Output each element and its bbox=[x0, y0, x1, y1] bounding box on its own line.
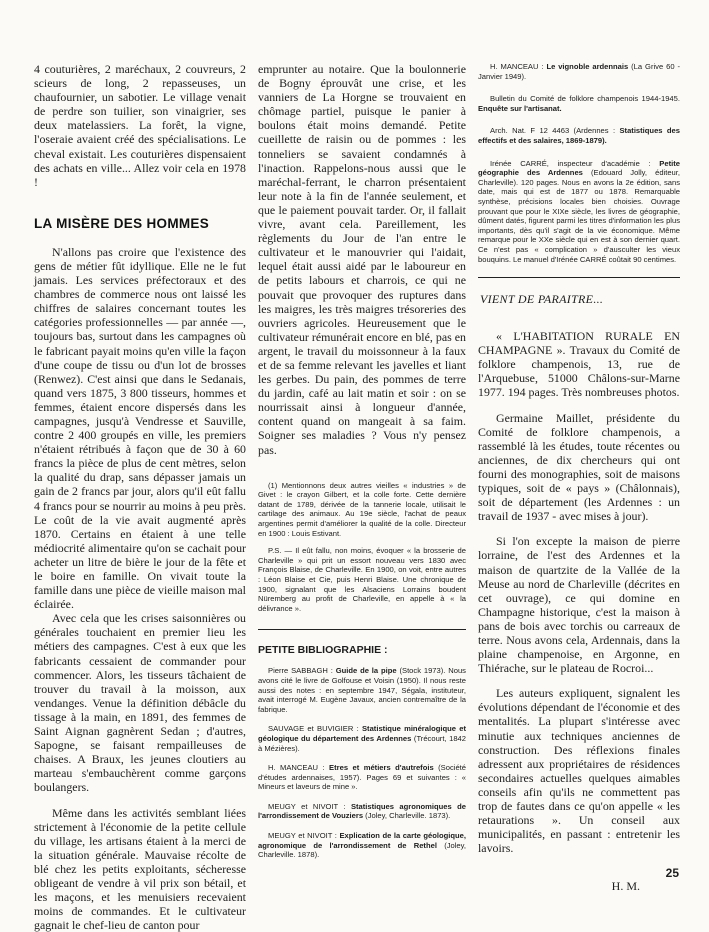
bibliography-entry bbox=[478, 159, 680, 265]
entry-title: Statistiques agronomiques de l'arrondissement de Vouziers bbox=[258, 802, 466, 821]
entry-title: Statistiques des effectifs et des salaires, 1869-1879). bbox=[478, 126, 680, 145]
entry-title: Guide de la pipe bbox=[336, 666, 397, 675]
paragraph: emprunter au notaire. Que la boulonnerie de Bogny éprouvât une crise, et les vanniers de La Horgne se trouvaient en chômage partiel, puisque le panier à boulons était moins demandé. Petite cueillette de raisin ou de pommes : les tonneliers se savaient condamnés à l'inaction. Rappelons-nous aussi que le maréchal-ferrant, le charron présentaient leur note à la fin de l'année seulement, et que le paiement pouvait tarder. Or, il fallait vivre, avant cela. Pareillement, les règlements du Jour de l'an entre le cultivateur et le manouvrier qui l'aidait, lequel était aussi aidé par le laboureur en de petits labours et charrois, ce qui ne pouvait que provoquer des ruptures dans les maigres, les très maigres trésoreries des ouvriers agricoles. Heureusement que le cultivateur rémunérait encore en blé, pas en argent, le travail du moissonneur à la faux et de sa femme relevant les javelles et liant les gerbes. Du pain, des pommes de terre du jardin, café au lait matin et soir : on se nourrissait ainsi à longueur d'année, content quand on mangeait à sa faim. Soigner ses maladies ? Vous n'y pensez pas. bbox=[258, 62, 466, 457]
column-middle bbox=[258, 62, 466, 870]
entry-details: (Joley, Charleville. 1873). bbox=[363, 811, 450, 820]
signature: H. M. bbox=[478, 879, 680, 894]
entry-title: Etres et métiers d'autrefois bbox=[329, 763, 434, 772]
entry-details: (Joley, Charleville. 1878). bbox=[258, 841, 466, 860]
divider bbox=[478, 277, 680, 278]
entry-author: MEUGY et NIVOIT : bbox=[268, 802, 346, 811]
postscript-note: P.S. — Il eût fallu, non moins, évoquer « la brosserie de Charleville » qui prit un essort nouveau vers 1830 avec François Blaise, de Charleville. En 1900, on voit, entre autres : Léon Blaise et Cie, puis Henri Blaise. Une chronique de 1900, signalant que les Alsaciens Lorrains boudent Nüremberg au profit de Charleville, en appelle à « la délivrance ». bbox=[258, 546, 466, 613]
entry-author: MEUGY et NIVOIT : bbox=[268, 831, 337, 840]
entry-author: Pierre SABBAGH : bbox=[268, 666, 333, 675]
column-left bbox=[34, 62, 246, 932]
entry-title: Le vignoble ardennais bbox=[546, 62, 628, 71]
paragraph: Les auteurs expliquent, signalent les évolutions dépendant de l'économie et des mentalités. La plupart s'intéresse avec minutie aux techniques anciennes de construction. Des réflexions finales adressent aux propriétaires de résidences secondaires actuelles quelques aimables conseils afin qu'ils ne commettent pas trop de fautes dans ce qu'on appelle « les retaurations ». Un conseil aux municipalités, en passant : entretenir les lavoirs. bbox=[478, 686, 680, 855]
paragraph: Même dans les activités semblant liées strictement à l'économie de la petite cellule du village, les artisans étaient à la merci de la situation générale. Mauvaise récolte de blé chez les petits exploitants, sécheresse obligeant de vendre à vil prix son bétail, et les maçons, et les menuisiers recevaient moins de commandes. Et le cultivateur gagnait le chef-lieu de canton pour bbox=[34, 806, 246, 932]
divider bbox=[258, 629, 466, 630]
paragraph: N'allons pas croire que l'existence des gens de métier fût idyllique. Elle ne le fut jamais. Les services préfectoraux et des chambres de commerce nous ont laissé les chiffres de salaires concernant toutes les catégories professionnelles — par année —, toujours bas, surtout dans les campagnes où le fabricant payait moins qu'en ville la façon d'une coupe de tissu ou d'un lot de brosses (Renwez). C'est ainsi que dans le Sedanais, quand vers 1875, 3 800 tisseurs, hommes et femmes, étaient encore dispersés dans les campagnes, jusqu'à Vendresse et Sauville, contre 2 400 groupés en ville, les premiers n'étaient rétribués à façon que de 30 à 60 francs la pièce de plus de cent mètres, selon la qualité du drap, sans dépasser jamais un gain de 2 francs par jour, alors qu'il eût fallu 4 francs pour se nourrir au moins à peu près. Le coût de la vie avait augmenté après 1870. Certains en étaient à une telle médiocrité alimentaire qu'on se cachait pour acheter un litre de bière le jour de la fête et le boire en famille. On vivait toute la famille dans une pièce de vieille maison mal éclairée. bbox=[34, 245, 246, 611]
bibliography-entry bbox=[258, 802, 466, 821]
entry-author: Arch. Nat. F 12 4463 (Ardennes : bbox=[490, 126, 615, 135]
footnote-1: (1) Mentionnons deux autres vieilles « industries » de Givet : le crayon Gilbert, et la colle forte. Cette dernière datant de 1789, dérivée de la tannerie locale, utilisait le cartilage des animaux. Au 19e siècle, l'achat de peaux argentines permit d'améliorer la qualité de la colle. Directeur en 1900 : Louis Estivant. bbox=[258, 481, 466, 539]
bibliography-entry bbox=[258, 724, 466, 753]
entry-title: Explication de la carte géologique, agronomique de l'arrondissement de Rethel bbox=[258, 831, 466, 850]
entry-details: (Stock 1973). Nous avons cité le livre de Golfouse et Voisin (1950). Il nous reste aussi des notes : en septembre 1947, Ségala, instituteur, avait interrogé M. Eugène Javaux, ancien contremaître de la fabrique. bbox=[258, 666, 466, 713]
column-right bbox=[478, 62, 680, 894]
entry-author: SAUVAGE et BUVIGIER : bbox=[268, 724, 359, 733]
paragraph: « L'HABITATION RURALE EN CHAMPAGNE ». Travaux du Comité de folklore champenois, 13, rue de l'Arquebuse, 51000 Châlons-sur-Marne 1977. 194 pages. Très nombreuses photos. bbox=[478, 329, 680, 399]
paragraph: Avec cela que les crises saisonnières ou générales touchaient en premier lieu les métiers des campagnes. C'est à eux que les fabricants cessaient de commander pour commencer. Alors, les tisseurs tâchaient de trouver du travail à la moisson, aux vendanges. Venue la définition débâcle du tissage à la main, en 1891, des femmes de Saint Aignan gagnèrent Sedan ; d'autres, Sapogne, se faisant rempailleuses de chaises. A Braux, les jeunes cloutiers au marteau s'embauchèrent comme garçons boulangers. bbox=[34, 611, 246, 794]
entry-title: Petite géographie des Ardennes bbox=[478, 159, 680, 178]
entry-author: H. MANCEAU : bbox=[268, 763, 325, 772]
entry-details: (Société d'études ardennaises, 1957). Pages 69 et suivantes : « Mineurs et laveurs de mine ». bbox=[258, 763, 466, 791]
entry-details: (Edouard Jolly, éditeur, Charleville). 120 pages. Nous en avons la 2e édition, sans date, mais qui est de 1877 ou 1878. Remarquable synthèse, précisions locales bien choisies. Ouvrage prouvant que pour le XIXe siècle, les livres de géographie, dûment datés, figurent parmi les titres d'information les plus importants, dès qu'il s'agit de la vie économique. Même remarque pour le XXe siècle qui en est à son dernier quart. Ce n'est pas « complication » d'ausculter les vieux bouquins. Le manuel d'Irénée CARRÉ coûtait 90 centimes. bbox=[478, 168, 680, 263]
paragraph: Germaine Maillet, présidente du Comité de folklore champenois, a rassemblé là les études, toute récentes ou anciennes, de dix chercheurs qui ont fourni des monographies, soit de maisons typiques, soit de « pays » (Châlonnais), soit de département (les Ardennes : un travail de 1937 - avec mises à jour). bbox=[478, 411, 680, 524]
footnotes bbox=[258, 481, 466, 614]
bibliography-entry bbox=[258, 831, 466, 860]
paragraph: Si l'on excepte la maison de pierre lorraine, de l'est des Ardennes et la maison de quartzite de la Vallée de la Meuse au nord de Charleville (décrites en cet ouvrage), ce qui domine en Champagne historique, c'est la maison à pans de bois avec torchis ou carreaux de terre. Nous avons cela, Ardennais, dans la plaine champenoise, en Argonne, en Thiérache, sur le plateau de Rocroi... bbox=[478, 534, 680, 675]
entry-author: Bulletin du Comité de folklore champenois 1944-1945. bbox=[490, 94, 680, 103]
entry-title: Enquête sur l'artisanat. bbox=[478, 104, 562, 113]
entry-details: (La Grive 60 - Janvier 1949). bbox=[478, 62, 680, 81]
bibliography-continued bbox=[478, 62, 680, 264]
bibliography-entry bbox=[478, 94, 680, 113]
entry-author: Irénée CARRÉ, inspecteur d'académie : bbox=[490, 159, 651, 168]
bibliography-list bbox=[258, 666, 466, 860]
bibliography-entry bbox=[478, 62, 680, 81]
entry-title: Statistique minéralogique et géologique du département des Ardennes bbox=[258, 724, 466, 743]
bibliography-entry bbox=[478, 126, 680, 145]
entry-author: H. MANCEAU : bbox=[490, 62, 544, 71]
bibliography-entry bbox=[258, 763, 466, 792]
section-heading: LA MISÈRE DES HOMMES bbox=[34, 216, 246, 231]
entry-details: (Trécourt, 1842 à Mézières). bbox=[258, 734, 466, 753]
paragraph-intro: 4 couturières, 2 maréchaux, 2 couvreurs, 2 scieurs de long, 2 repasseuses, un chaufournier, un sabotier. Le village venait de perdre son tuilier, son vinaigrier, ses deux matelassiers. La forêt, la vigne, l'oseraie avaient créé des spécialisations. Le cheval existait. Les couturières dispensaient des achats en ville... Allez voir cela en 1978 ! bbox=[34, 62, 246, 189]
bibliography-entry bbox=[258, 666, 466, 714]
bibliography-title: PETITE BIBLIOGRAPHIE : bbox=[258, 644, 466, 656]
page-number: 25 bbox=[666, 866, 679, 880]
new-release-heading: VIENT DE PARAITRE... bbox=[480, 292, 680, 307]
